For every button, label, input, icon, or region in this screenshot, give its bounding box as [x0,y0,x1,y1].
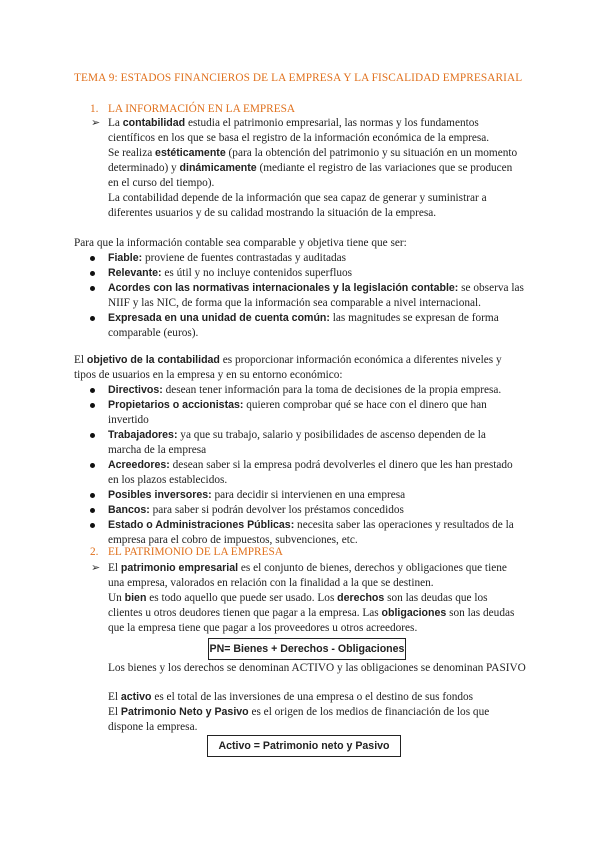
bullet-icon [90,523,95,528]
comparable-list [90,251,550,341]
list-item: Propietarios o accionistas: quieren comprobar qué se hace con el dinero que han invertido [90,398,550,428]
bullet-icon [90,493,95,498]
list-item: Acordes con las normativas internacionales y la legislación contable: se observa las NIIF y las NIC, de forma que la información sea comparable a nivel internacional. [90,281,550,311]
paragraph-line: que la empresa tiene que pagar a los proveedores u otros acreedores. [108,622,418,634]
list-item: Trabajadores: ya que su trabajo, salario y posibilidades de ascenso dependen de la marcha de la empresa [90,428,550,458]
arrow-bullet-icon: ➢ [91,562,101,574]
bullet-icon [90,403,95,408]
section-1-number: 1. [90,103,99,115]
list-item: Bancos: para saber si podrán devolver los préstamos concedidos [90,503,550,518]
bullet-icon [90,316,95,321]
list-item: Relevante: es útil y no incluye contenidos superfluos [90,266,550,281]
list-item: Posibles inversores: para decidir si intervienen en una empresa [90,488,550,503]
paragraph-line: El activo es el total de las inversiones de una empresa o el destino de sus fondos [108,691,474,703]
section-1-body [108,116,548,221]
paragraph-line: La contabilidad estudia el patrimonio empresarial, las normas y los fundamentos [108,117,479,129]
section-2-body-b [108,690,548,735]
bullet-icon [90,508,95,513]
paragraph-line: dispone la empresa. [108,721,198,733]
section-1-heading [90,103,295,115]
bullet-icon [90,433,95,438]
section-2-heading [90,546,283,558]
paragraph-line: diferentes usuarios y de su calidad mostrando la situación de la empresa. [108,207,437,219]
section-2-number: 2. [90,546,99,558]
paragraph-line: en el curso del tiempo). [108,177,215,189]
document-title: TEMA 9: ESTADOS FINANCIEROS DE LA EMPRESA Y LA FISCALIDAD EMPRESARIAL [74,72,523,84]
users-list [90,383,550,548]
bullet-icon [90,388,95,393]
bullet-icon [90,463,95,468]
paragraph-line: La contabilidad depende de la información que sea capaz de generar y suministrar a [108,192,487,204]
activo-pasivo-line: Los bienes y los derechos se denominan ACTIVO y las obligaciones se denominan PASIVO [108,662,526,674]
section-2-title: EL PATRIMONIO DE LA EMPRESA [108,546,283,558]
paragraph-line: una empresa, valorados en relación con la finalidad a la que se destinen. [108,577,434,589]
paragraph-line: clientes u otros deudores tienen que pagar a la empresa. Las obligaciones son las deudas [108,607,515,619]
bullet-icon [90,256,95,261]
bullet-icon [90,271,95,276]
paragraph-line: El patrimonio empresarial es el conjunto de bienes, derechos y obligaciones que tiene [108,562,507,574]
comparable-intro: Para que la información contable sea comparable y objetiva tiene que ser: [74,237,407,249]
paragraph-line: El Patrimonio Neto y Pasivo es el origen de los medios de financiación de los que [108,706,490,718]
list-item: Fiable: proviene de fuentes contrastadas y auditadas [90,251,550,266]
list-item: Directivos: desean tener información para la toma de decisiones de la propia empresa. [90,383,550,398]
arrow-bullet-icon: ➢ [91,117,101,129]
formula-box-pn: PN= Bienes + Derechos - Obligaciones [208,638,406,660]
section-2-body [108,561,548,636]
list-item: Expresada en una unidad de cuenta común: las magnitudes se expresan de forma comparable (euros). [90,311,550,341]
formula-box-activo: Activo = Patrimonio neto y Pasivo [207,735,401,757]
paragraph-line: determinado) y dinámicamente (mediante el registro de las variaciones que se producen [108,162,513,174]
paragraph-line: Un bien es todo aquello que puede ser usado. Los derechos son las deudas que los [108,592,488,604]
list-item: Acreedores: desean saber si la empresa podrá devolverles el dinero que les han prestado en los plazos establecidos. [90,458,550,488]
paragraph-line: científicos en los que se basa el registro de la información económica de la empresa. [108,132,490,144]
section-1-title: LA INFORMACIÓN EN LA EMPRESA [108,103,296,115]
paragraph-line: Se realiza estéticamente (para la obtención del patrimonio y su situación en un momento [108,147,518,159]
objetivo-intro: El objetivo de la contabilidad es proporcionar información económica a diferentes niveles y tipos de usuarios en la empresa y en su entorno económico: [74,354,502,381]
bullet-icon [90,286,95,291]
list-item: Estado o Administraciones Públicas: necesita saber las operaciones y resultados de la empresa para el cobro de impuestos, subvenciones, etc. [90,518,550,548]
